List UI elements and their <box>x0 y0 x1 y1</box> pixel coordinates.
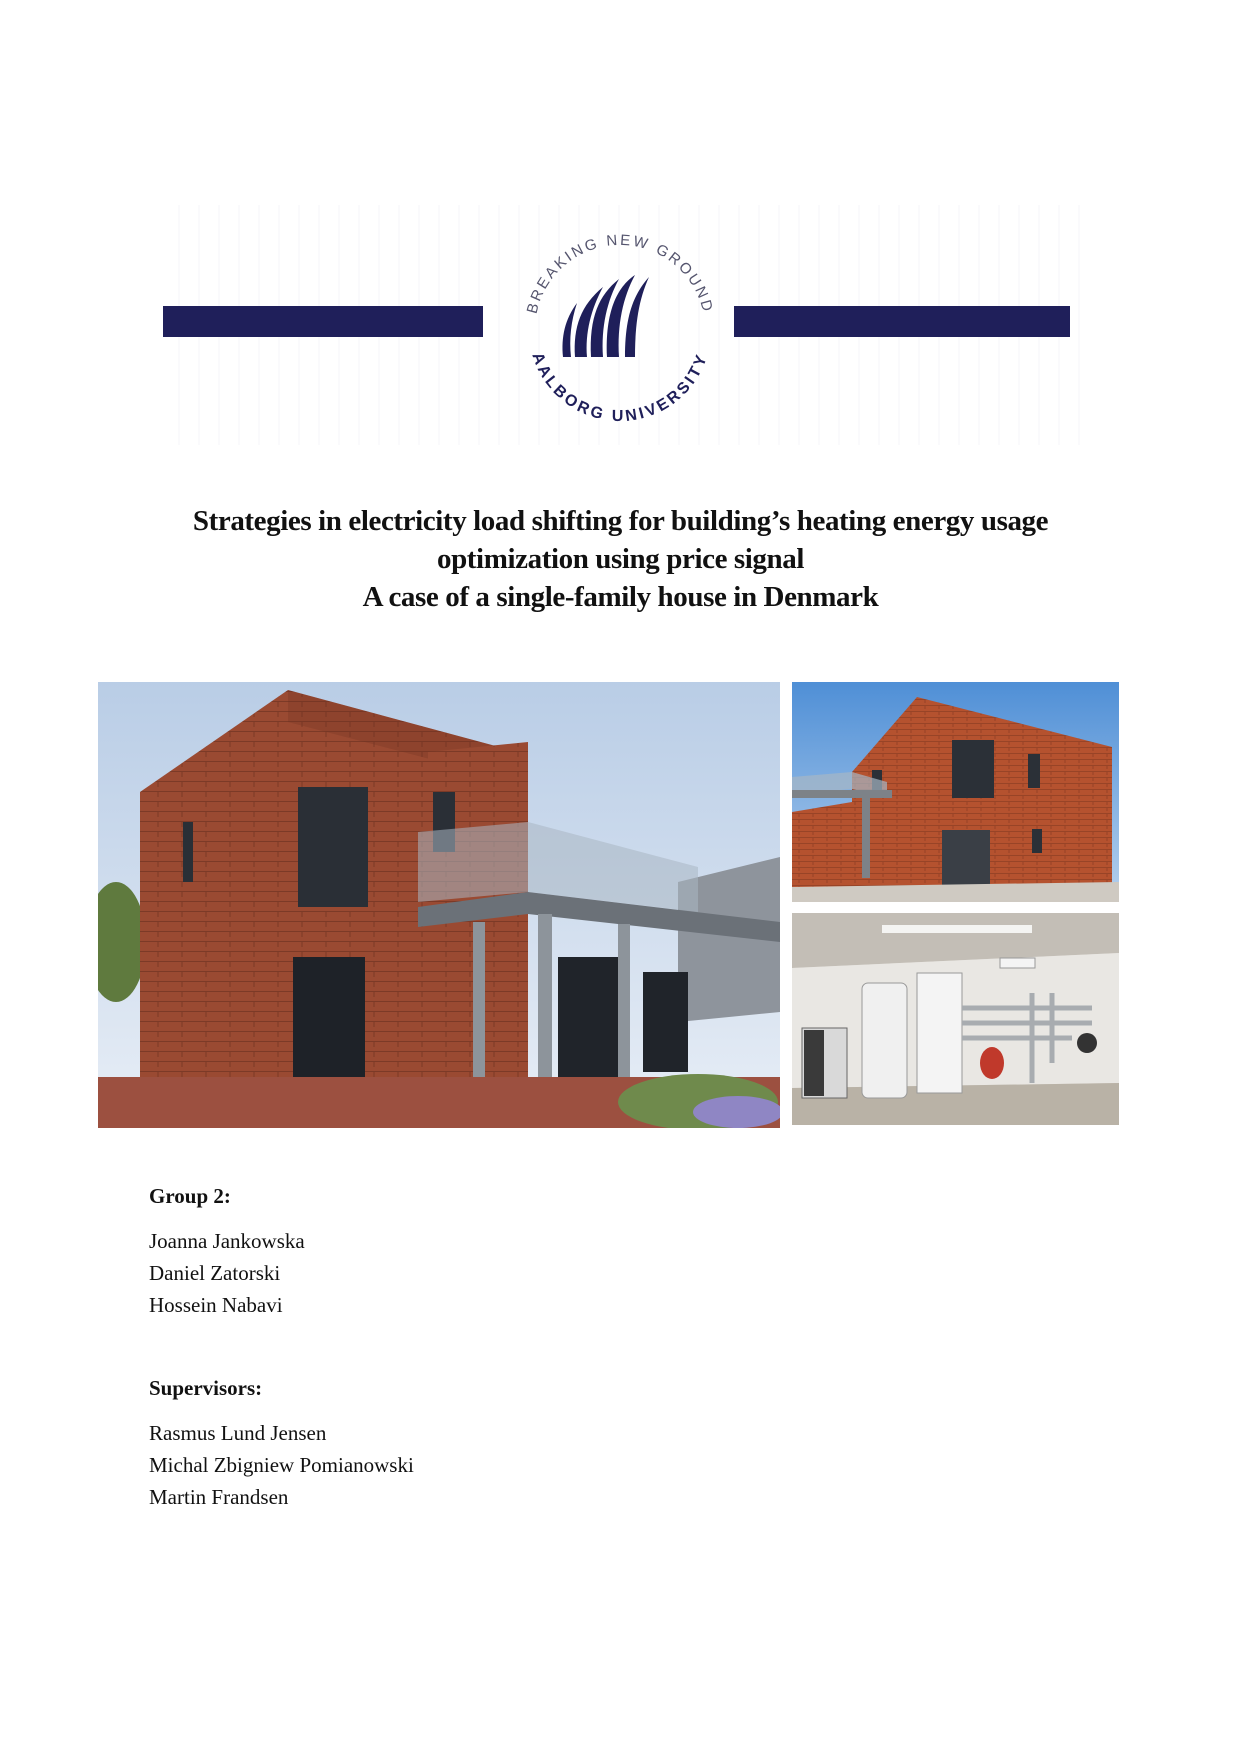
title-line-1: Strategies in electricity load shifting for building’s heating energy usage <box>192 505 1049 537</box>
title-line-3: A case of a single-family house in Denmark <box>362 581 879 613</box>
group-members-list <box>149 1225 305 1321</box>
technical-room-photo <box>792 913 1119 1125</box>
svg-text:AALBORG UNIVERSITY <box>528 350 711 425</box>
group-heading: Group 2: <box>149 1184 231 1208</box>
logo-bottom-text: AALBORG UNIVERSITY <box>528 350 712 426</box>
group-member: Joanna Jankowska <box>149 1229 305 1253</box>
logo-top-text: BREAKING NEW GROUND <box>523 231 717 316</box>
logo-emblem-icon <box>563 275 649 357</box>
banner-bar-right <box>734 306 1070 337</box>
group-member: Daniel Zatorski <box>149 1261 281 1285</box>
supervisors-heading: Supervisors: <box>149 1376 263 1400</box>
house-photo-exterior <box>792 682 1119 902</box>
supervisor-name: Martin Frandsen <box>149 1485 289 1509</box>
supervisors-list <box>149 1417 414 1513</box>
document-title <box>100 502 1141 616</box>
group-member: Hossein Nabavi <box>149 1293 283 1317</box>
supervisor-name: Michal Zbigniew Pomianowski <box>149 1453 414 1477</box>
banner-bar-left <box>163 306 483 337</box>
house-photo-main <box>98 682 780 1128</box>
supervisor-name: Rasmus Lund Jensen <box>149 1421 327 1445</box>
title-line-2: optimization using price signal <box>436 543 805 575</box>
aalborg-university-logo <box>507 217 733 443</box>
